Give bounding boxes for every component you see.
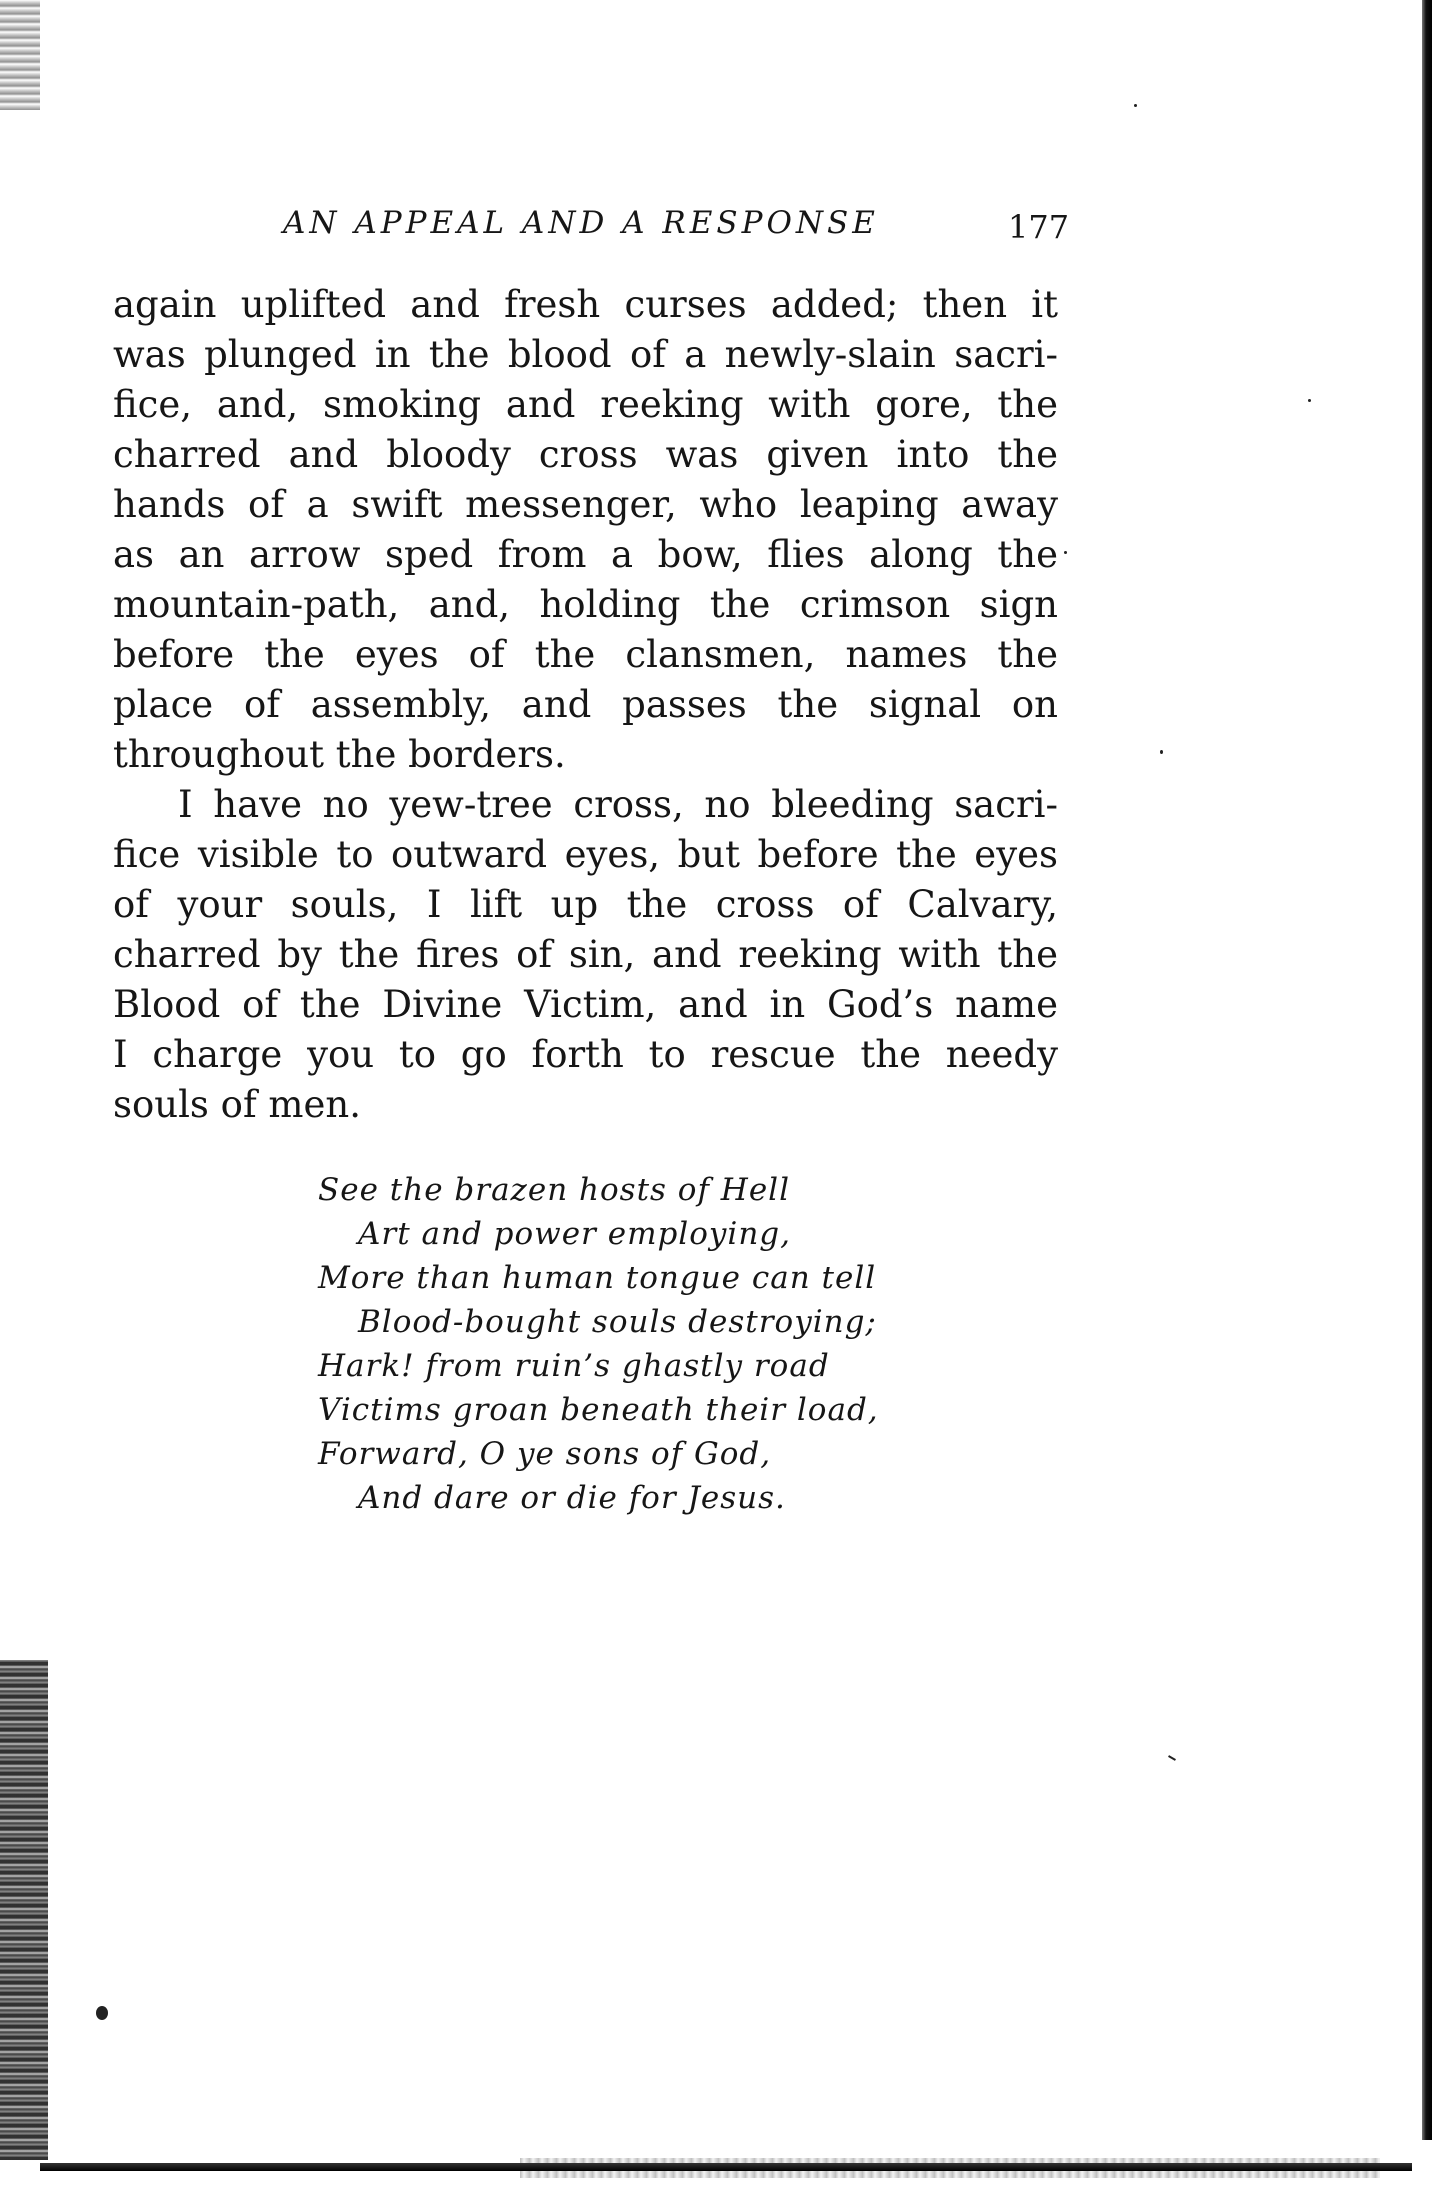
ink-speck: [1168, 1755, 1176, 1761]
text-line: mountain-path, and, holding the crimson sign: [113, 583, 1058, 626]
text-line: fice, and, smoking and reeking with gore, the: [113, 383, 1058, 426]
ink-speck: [96, 2006, 108, 2020]
text-line: I have no yew-tree cross, no bleeding sacri-: [178, 783, 1058, 826]
scan-edge-bottom: [40, 2163, 1412, 2171]
verse-line: Blood-bought souls destroying;: [358, 1304, 877, 1340]
verse-line: More than human tongue can tell: [318, 1260, 877, 1296]
text-line: throughout the borders.: [113, 733, 566, 776]
text-line: charred by the fires of sin, and reeking with the: [113, 933, 1058, 976]
ink-speck: [1308, 399, 1311, 402]
verse-line: And dare or die for Jesus.: [358, 1480, 786, 1516]
text-line: was plunged in the blood of a newly-slain sacri-: [113, 333, 1058, 376]
text-line: fice visible to outward eyes, but before the eyes: [113, 833, 1058, 876]
ink-speck: [1064, 551, 1067, 554]
text-line: charred and bloody cross was given into the: [113, 433, 1058, 476]
scan-edge-right: [1422, 0, 1432, 2140]
verse-line: Victims groan beneath their load,: [318, 1392, 879, 1428]
text-line: hands of a swift messenger, who leaping away: [113, 483, 1058, 526]
page-number: 177: [1008, 208, 1070, 246]
ink-speck: [1160, 750, 1163, 754]
verse-line: Forward, O ye sons of God,: [318, 1436, 772, 1472]
ink-speck: [1134, 104, 1137, 107]
scan-edge-left: [0, 1660, 48, 2160]
verse-line: See the brazen hosts of Hell: [318, 1172, 791, 1208]
text-line: I charge you to go forth to rescue the needy: [113, 1033, 1058, 1076]
text-line: as an arrow sped from a bow, flies along the: [113, 533, 1058, 576]
text-line: before the eyes of the clansmen, names the: [113, 633, 1058, 676]
text-line: Blood of the Divine Victim, and in God’s name: [113, 983, 1058, 1026]
running-head: AN APPEAL AND A RESPONSE: [283, 205, 879, 241]
scan-edge-top-left: [0, 0, 40, 110]
verse-line: Hark! from ruin’s ghastly road: [318, 1348, 830, 1384]
text-line: of your souls, I lift up the cross of Calvary,: [113, 883, 1058, 926]
text-line: souls of men.: [113, 1083, 361, 1126]
text-line: again uplifted and fresh curses added; then it: [113, 283, 1058, 326]
text-line: place of assembly, and passes the signal on: [113, 683, 1058, 726]
verse-line: Art and power employing,: [358, 1216, 791, 1252]
